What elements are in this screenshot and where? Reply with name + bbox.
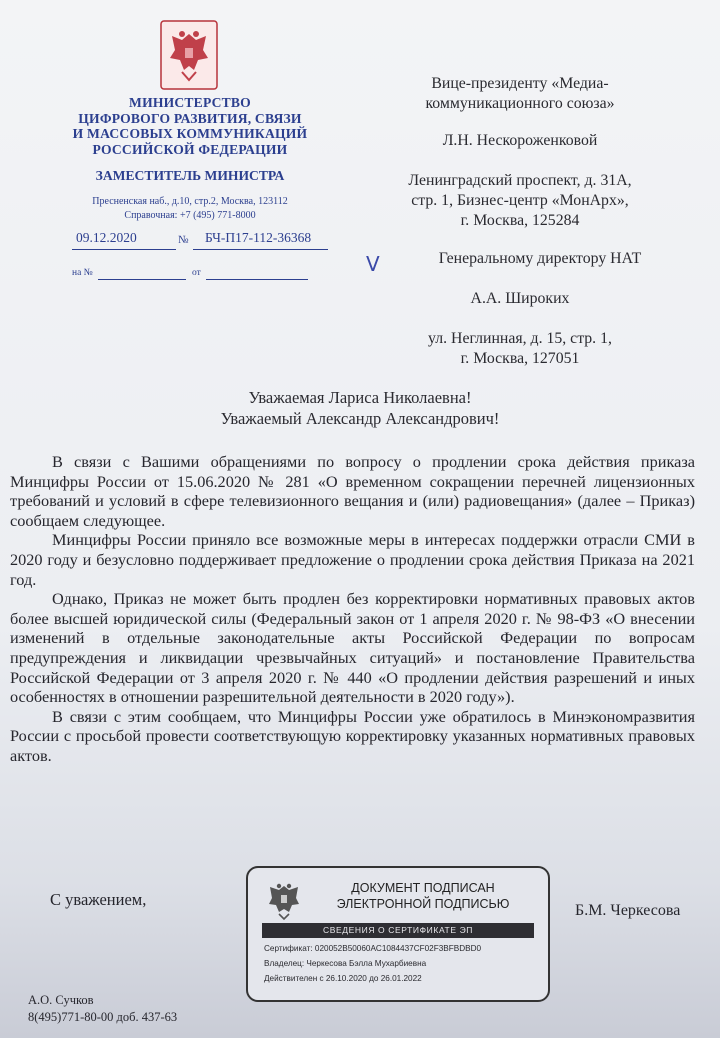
address-line: Пресненская наб., д.10, стр.2, Москва, 123112 bbox=[92, 196, 288, 207]
recipient-1-title bbox=[360, 74, 680, 114]
recipient-1-address bbox=[360, 171, 680, 231]
closing-phrase: С уважением, bbox=[50, 890, 147, 909]
ministry-address bbox=[40, 195, 340, 223]
signer-name: Б.М. Черкесова bbox=[575, 902, 681, 919]
number-underline bbox=[193, 249, 328, 250]
greeting-line-1: Уважаемая Лариса Николаевна! bbox=[248, 388, 472, 407]
body-paragraph: В связи с Вашими обращениями по вопросу о продлении срока действия приказа Минцифры России от 15.06.2020 № 281 «О временном сокращении перечней лицензионных требований и условий в сфере телевизионного вещания и (или) радиовещания» (далее – Приказ) сообщаем следующее. bbox=[10, 452, 695, 530]
recipient-1-name: Л.Н. Нескороженковой bbox=[442, 132, 598, 149]
ministry-name bbox=[40, 95, 340, 157]
ministry-line: И МАССОВЫХ КОММУНИКАЦИЙ bbox=[72, 126, 308, 142]
certificate-number: Сертификат: 020052B50060AC1084437CF02F3BFBDBD0 bbox=[264, 944, 482, 953]
e-signature-stamp bbox=[246, 866, 550, 1002]
recipient-2-name: А.А. Широких bbox=[470, 290, 570, 307]
address-line: Ленинградский проспект, д. 31А, bbox=[408, 172, 632, 189]
address-line: ул. Неглинная, д. 15, стр. 1, bbox=[428, 330, 612, 347]
executor-phone: 8(495)771-80-00 доб. 437-63 bbox=[28, 1010, 178, 1024]
handwritten-check-mark: V bbox=[366, 252, 380, 276]
recipient-2-address bbox=[340, 329, 700, 369]
doc-number: БЧ-П17-112-36368 bbox=[205, 230, 312, 245]
certificate-owner: Владелец: Черкесова Бэлла Мухарбиевна bbox=[264, 959, 427, 968]
number-sign: № bbox=[178, 234, 189, 246]
ministry-line: МИНИСТЕРСТВО bbox=[129, 95, 251, 110]
body-paragraph: Минцифры России приняло все возможные меры в интересах поддержки отрасли СМИ в 2020 году и безусловно поддерживает предложение о продлении срока действия Приказа на 2021 год. bbox=[10, 530, 695, 589]
letter-body bbox=[10, 452, 695, 766]
doc-date: 09.12.2020 bbox=[76, 230, 137, 245]
address-line: г. Москва, 127051 bbox=[460, 350, 580, 367]
coat-of-arms-icon bbox=[160, 20, 218, 90]
ministry-line: РОССИЙСКОЙ ФЕДЕРАЦИИ bbox=[92, 141, 288, 157]
address-line: г. Москва, 125284 bbox=[460, 212, 580, 229]
phone-line: Справочная: +7 (495) 771-8000 bbox=[124, 210, 256, 221]
date-underline bbox=[72, 249, 176, 250]
on-number-underline bbox=[98, 279, 186, 280]
stamp-title bbox=[308, 880, 538, 912]
recipient-line: Вице-президенту «Медиа- bbox=[431, 75, 609, 92]
stamp-emblem-icon bbox=[264, 880, 304, 922]
address-line: стр. 1, Бизнес-центр «МонАрх», bbox=[411, 192, 629, 209]
certificate-validity: Действителен с 26.10.2020 до 26.01.2022 bbox=[264, 974, 422, 983]
body-paragraph: В связи с этим сообщаем, что Минцифры России уже обратилось в Минэкономразвития России с просьбой провести соответствующую корректировку указанных нормативных правовых актов. bbox=[10, 706, 695, 765]
stamp-title-line: ДОКУМЕНТ ПОДПИСАН bbox=[351, 881, 495, 895]
from-underline bbox=[206, 279, 308, 280]
recipient-2-title: Генеральному директору НАТ bbox=[438, 250, 642, 267]
certificate-info-bar: СВЕДЕНИЯ О СЕРТИФИКАТЕ ЭП bbox=[262, 923, 534, 938]
stamp-title-line: ЭЛЕКТРОННОЙ ПОДПИСЬЮ bbox=[336, 897, 510, 911]
recipient-line: коммуникационного союза» bbox=[425, 95, 615, 112]
executor-name: А.О. Сучков bbox=[28, 993, 94, 1007]
body-paragraph: Однако, Приказ не может быть продлен без корректировки нормативных правовых актов более высшей юридической силы (Федеральный закон от 1 апреля 2020 г. № 98-ФЗ «О внесении изменений в отдельные законодательные акты Российской Федерации по вопросам предупреждения и ликвидации чрезвычайных ситуаций» и постановление Правительства Российской Федерации от 3 апреля 2020 г. № 440 «О продлении действия разрешений и иных особенностях в отношении разрешительной деятельности в 2020 году»). bbox=[10, 589, 695, 707]
deputy-title: ЗАМЕСТИТЕЛЬ МИНИСТРА bbox=[95, 168, 285, 183]
ministry-line: ЦИФРОВОГО РАЗВИТИЯ, СВЯЗИ bbox=[78, 110, 302, 126]
from-label: от bbox=[192, 268, 201, 278]
on-number-label: на № bbox=[72, 268, 93, 278]
greeting-line-2: Уважаемый Александр Александрович! bbox=[220, 409, 500, 428]
